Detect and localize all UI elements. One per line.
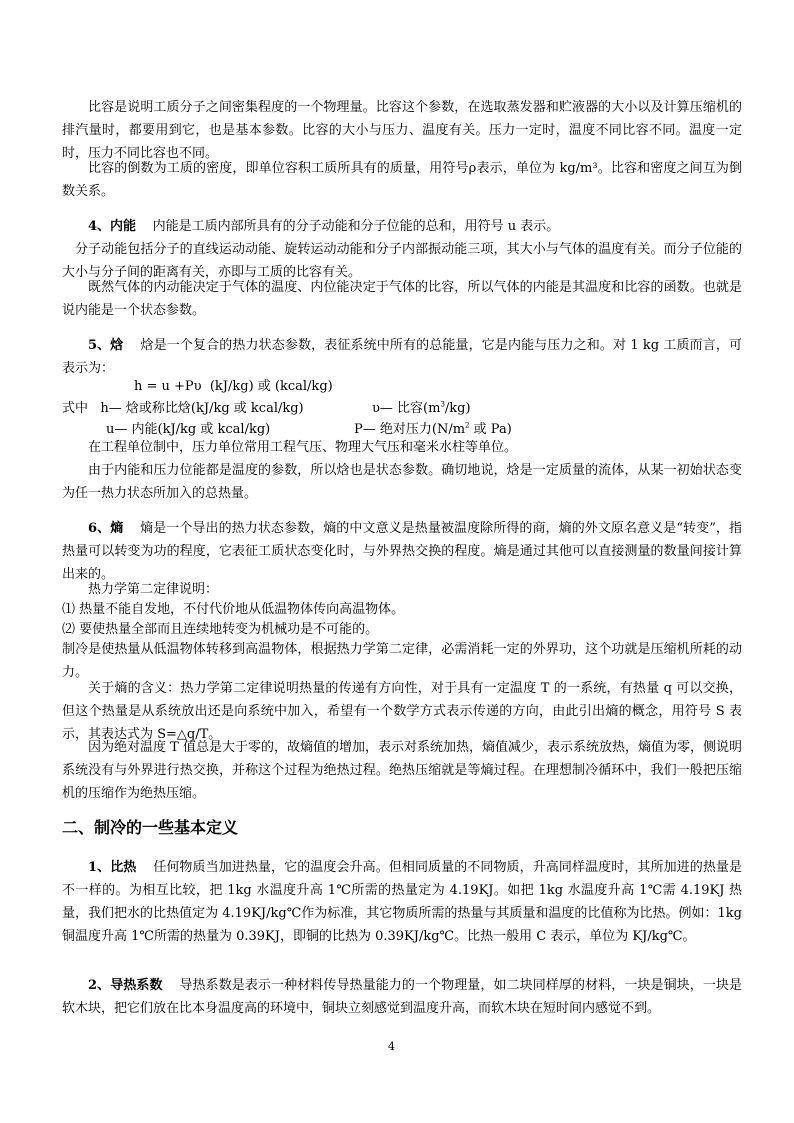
paragraph-adiabatic: 因为绝对温度 T 值总是大于零的，故熵值的增加，表示对系统加热，熵值减少，表示系统放热，熵值为零，侧说明系统没有与外界进行热交换，并称这个过程为绝热过程。绝热压缩就是等熵过程。在理想制冷循环中，我们一般把压缩机的压缩作为绝热压缩。 (62, 740, 742, 801)
formula-legend-u: u— 内能(kJ/kg 或 kcal/kg) (106, 422, 271, 437)
enthalpy-formula: h = u +Pυ (kJ/kg) 或 (kcal/kg) (134, 379, 333, 394)
second-law-item-1: ⑴ 热量不能自发地，不付代价地从低温物体传向高温物体。 (62, 602, 405, 617)
paragraph-internal-energy (62, 215, 742, 238)
paragraph-enthalpy-state: 由于内能和压力位能都是温度的参数，所以焓也是状态参数。确切地说，焓是一定质量的流体，从某一初始状态变为任一热力状态所加入的总热量。 (62, 463, 742, 501)
formula-legend-h: 式中 h— 焓或称比焓(kJ/kg 或 kcal/kg) (62, 401, 304, 416)
paragraph-entropy (62, 517, 742, 586)
section-title-entropy: 6、熵 (88, 521, 124, 536)
definition-text-specific-heat: 任何物质当加进热量，它的温度会升高。但相同质量的不同物质，升高同样温度时，其所加进的热量是不一样的。为相互比较，把 1kg 水温度升高 1℃所需的热量定为 4.19KJ。如把 1kg 水温度升高 1℃需 4.19KJ 热量，我们把水的比热值定为 4.19KJ/kg℃作为标准，其它物质所需的热量与其质量和温度的比值称为比热。例如：1kg 铜温度升高 1℃所需的热量为 0.39KJ，即铜的比热为 0.39KJ/kg℃。比热一般用 C 表示，单位为 KJ/kg℃。 (62, 860, 742, 944)
paragraph-density: 比容的倒数为工质的密度，即单位容积工质所具有的质量，用符号ρ表示，单位为 kg/m³。比容和密度之间互为倒数关系。 (62, 161, 742, 199)
paragraph-state-parameter: 既然气体的内动能决定于气体的温度、内位能决定于气体的比容，所以气体的内能是其温度和比容的函数。也就是说内能是一个状态参数。 (62, 280, 742, 318)
paragraph-engineering-units: 在工程单位制中，压力单位常用工程气压、物理大气压和毫米水柱等单位。 (88, 440, 518, 455)
section-title-internal-energy: 4、内能 (88, 219, 137, 234)
section-title-enthalpy: 5、焓 (88, 338, 124, 353)
section-text-internal-energy: 内能是工质内部所具有的分子动能和分子位能的总和，用符号 u 表示。 (152, 219, 560, 234)
paragraph-refrigeration-work: 制冷是使热量从低温物体转移到高温物体，根据热力学第二定律，必需消耗一定的外界功，这个功就是压缩机所耗的动力。 (62, 642, 742, 680)
paragraph-specific-heat (62, 856, 742, 948)
section-text-entropy: 熵是一个导出的热力状态参数，熵的中文意义是热量被温度除所得的商，熵的外文原名意义是“转变”，指热量可以转变为功的程度，它表征工质状态变化时，与外界热交换的程度。熵是通过其他可以直接测量的数量间接计算出来的。 (62, 521, 742, 582)
paragraph-second-law-title: 热力学第二定律说明： (88, 582, 219, 597)
paragraph-molecular-energy: 分子动能包括分子的直线运动动能、旋转运动动能和分子内部振动能三项，其大小与气体的温度有关。而分子位能的大小与分子间的距离有关，亦即与工质的比容有关。 (62, 242, 742, 280)
paragraph-enthalpy (62, 334, 742, 380)
formula-legend-v: υ— 比容$(m^3/kg)$ (372, 400, 471, 416)
formula-legend-p: P— 绝对压力($N/m^2$ 或 Pa) (354, 421, 512, 437)
paragraph-specific-volume: 比容是说明工质分子之间密集程度的一个物理量。比容这个参数，在选取蒸发器和贮液器的大小以及计算压缩机的排汽量时，都要用到它，也是基本参数。比容的大小与压力、温度有关。压力一定时，温度不同比容不同。温度一定时，压力不同比容也不同。 (62, 100, 742, 161)
definition-title-specific-heat: 1、比热 (88, 860, 137, 875)
paragraph-entropy-meaning: 关于熵的含义：热力学第二定律说明热量的传递有方向性，对于具有一定温度 T 的一系统，有热量 q 可以交换，但这个热量是从系统放出还是向系统中加入，希望有一个数学方式表示传递的方向，由此引出熵的概念，用符号 S 表示，其表达式为 S=△q/T。 (62, 681, 742, 742)
page-number: 4 (388, 1040, 395, 1053)
definition-title-thermal-conductivity: 2、导热系数 (88, 978, 163, 993)
second-law-item-2: ⑵ 要使热量全部而且连续地转变为机械功是不可能的。 (62, 622, 379, 637)
section-text-enthalpy: 焓是一个复合的热力状态参数，表征系统中所有的总能量，它是内能与压力之和。对 1 kg 工质而言，可表示为： (62, 338, 743, 376)
paragraph-thermal-conductivity (62, 974, 742, 1020)
definition-text-thermal-conductivity: 导热系数是表示一种材料传导热量能力的一个物理量，如二块同样厚的材料，一块是铜块，一块是软木块，把它们放在比本身温度高的环境中，铜块立刻感觉到温度升高，而软木块在短时间内感觉不到。 (62, 978, 742, 1016)
section-heading: 二、制冷的一些基本定义 (62, 818, 239, 837)
